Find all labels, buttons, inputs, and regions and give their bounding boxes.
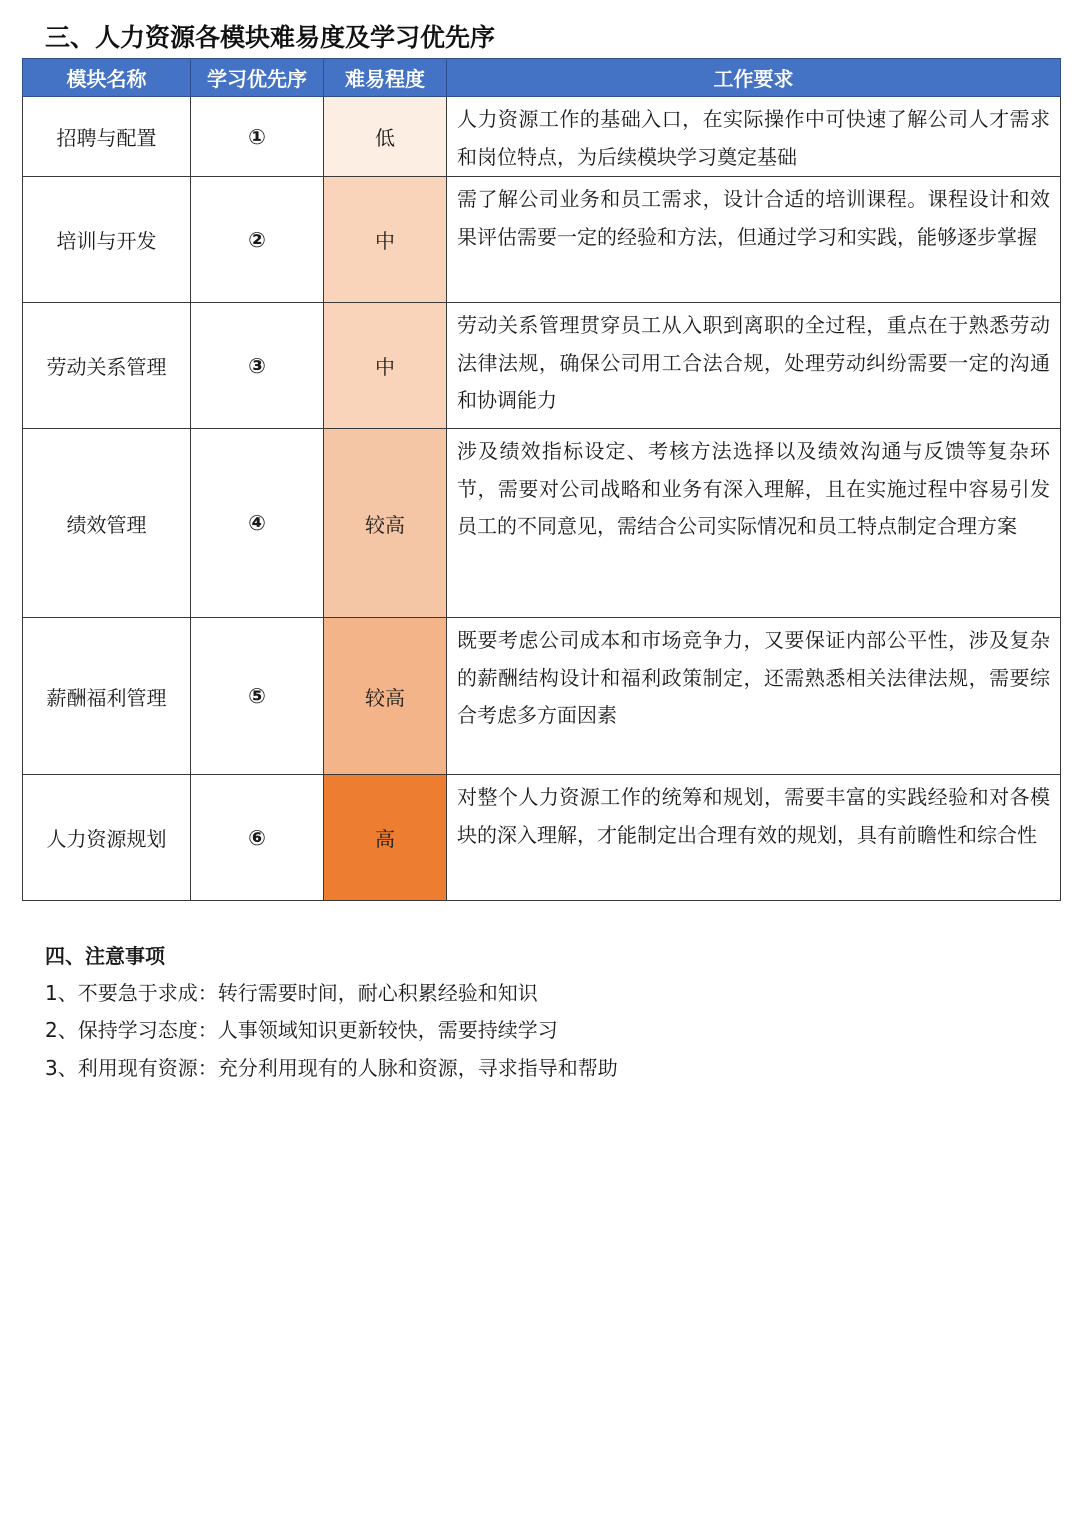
module-table — [22, 58, 1061, 901]
table-row — [23, 177, 1061, 303]
table-row — [23, 97, 1061, 177]
header-requirement: 工作要求 — [447, 59, 1061, 97]
notes-title: 四、注意事项 — [45, 944, 165, 968]
header-difficulty: 难易程度 — [324, 59, 447, 97]
difficulty-cell: 较高 — [324, 429, 447, 618]
section-title: 三、人力资源各模块难易度及学习优先序 — [45, 23, 496, 52]
module-name-cell: 劳动关系管理 — [23, 303, 191, 429]
module-name-cell: 人力资源规划 — [23, 775, 191, 901]
table-header-row — [23, 59, 1061, 97]
requirement-cell: 对整个人力资源工作的统筹和规划，需要丰富的实践经验和对各模块的深入理解，才能制定出合理有效的规划，具有前瞻性和综合性 — [447, 775, 1061, 901]
module-name-cell: 培训与开发 — [23, 177, 191, 303]
module-name-cell: 薪酬福利管理 — [23, 618, 191, 775]
table-row — [23, 618, 1061, 775]
priority-cell: ④ — [191, 429, 324, 618]
note-item: 2、保持学习态度：人事领域知识更新较快，需要持续学习 — [45, 1018, 558, 1042]
requirement-cell: 既要考虑公司成本和市场竞争力，又要保证内部公平性，涉及复杂的薪酬结构设计和福利政策制定，还需熟悉相关法律法规，需要综合考虑多方面因素 — [447, 618, 1061, 775]
difficulty-cell: 中 — [324, 177, 447, 303]
priority-cell: ⑤ — [191, 618, 324, 775]
header-module-name: 模块名称 — [23, 59, 191, 97]
priority-cell: ② — [191, 177, 324, 303]
priority-cell: ⑥ — [191, 775, 324, 901]
difficulty-cell: 较高 — [324, 618, 447, 775]
difficulty-cell: 低 — [324, 97, 447, 177]
priority-cell: ① — [191, 97, 324, 177]
header-priority: 学习优先序 — [191, 59, 324, 97]
table-row — [23, 303, 1061, 429]
requirement-cell: 需了解公司业务和员工需求，设计合适的培训课程。课程设计和效果评估需要一定的经验和方法，但通过学习和实践，能够逐步掌握 — [447, 177, 1061, 303]
table-row — [23, 775, 1061, 901]
module-name-cell: 招聘与配置 — [23, 97, 191, 177]
table-row — [23, 429, 1061, 618]
requirement-cell: 涉及绩效指标设定、考核方法选择以及绩效沟通与反馈等复杂环节，需要对公司战略和业务有深入理解，且在实施过程中容易引发员工的不同意见，需结合公司实际情况和员工特点制定合理方案 — [447, 429, 1061, 618]
requirement-cell: 人力资源工作的基础入口，在实际操作中可快速了解公司人才需求和岗位特点，为后续模块学习奠定基础 — [447, 97, 1061, 177]
difficulty-cell: 中 — [324, 303, 447, 429]
requirement-cell: 劳动关系管理贯穿员工从入职到离职的全过程，重点在于熟悉劳动法律法规，确保公司用工合法合规，处理劳动纠纷需要一定的沟通和协调能力 — [447, 303, 1061, 429]
module-name-cell: 绩效管理 — [23, 429, 191, 618]
priority-cell: ③ — [191, 303, 324, 429]
difficulty-cell: 高 — [324, 775, 447, 901]
note-item: 3、利用现有资源：充分利用现有的人脉和资源，寻求指导和帮助 — [45, 1056, 618, 1080]
note-item: 1、不要急于求成：转行需要时间，耐心积累经验和知识 — [45, 981, 538, 1005]
